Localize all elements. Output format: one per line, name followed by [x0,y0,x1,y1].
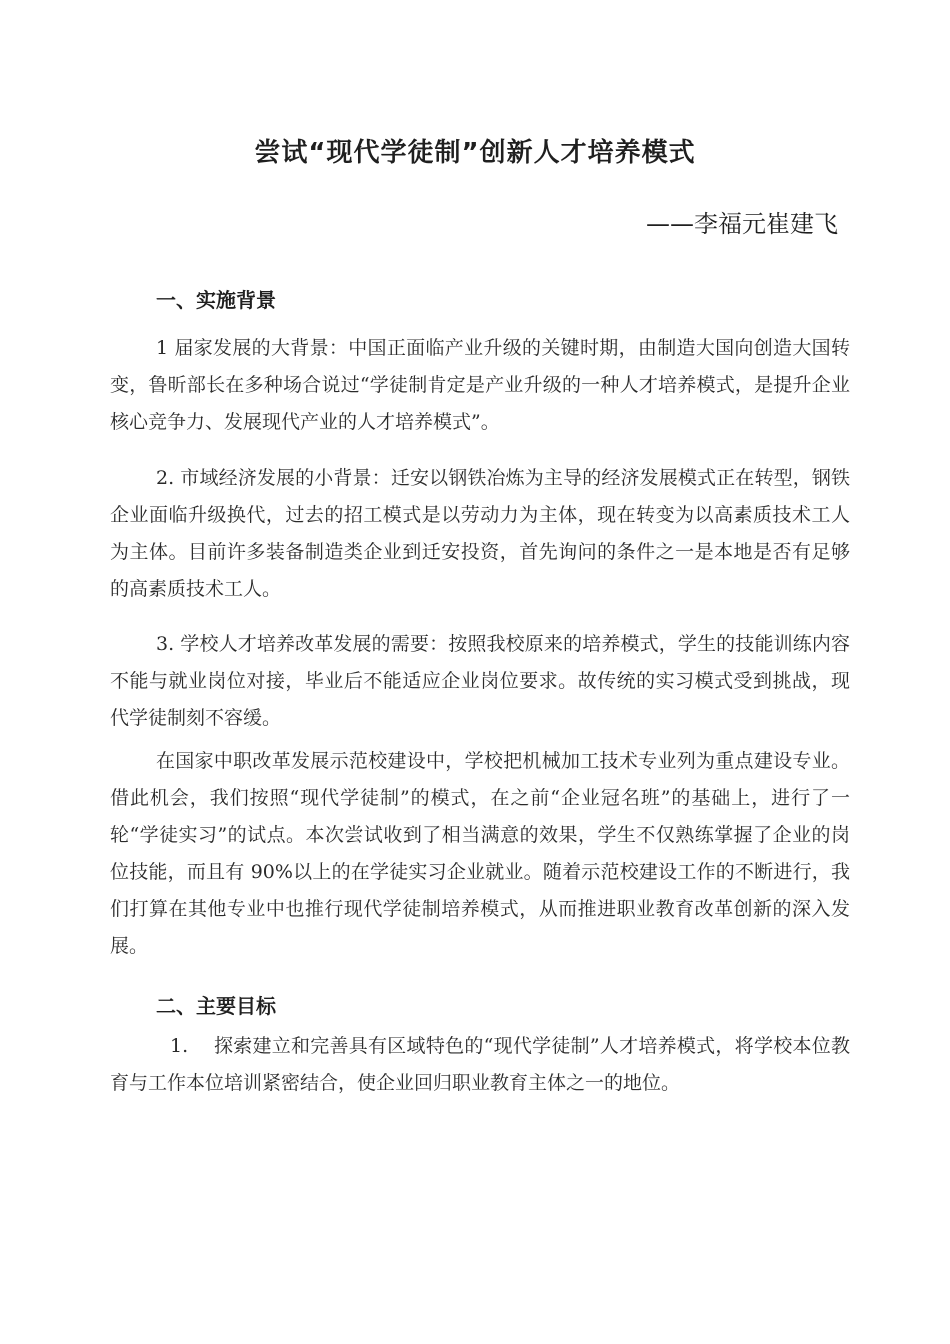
section-heading: 二、主要目标 [156,994,276,1018]
paragraph: 1. 探索建立和完善具有区域特色的“现代学徒制”人才培养模式，将学校本位教育与工作本位培训紧密结合，使企业回归职业教育主体之一的地位。 [110,1035,850,1094]
paragraph: 1 届家发展的大背景：中国正面临产业升级的关键时期，由制造大国向创造大国转变，鲁昕部长在多种场合说过“学徒制肯定是产业升级的一种人才培养模式，是提升企业核心竞争力、发展现代产业的人才培养模式”。 [110,337,850,433]
section-heading: 一、实施背景 [156,288,276,312]
document-author: ——李福元崔建飞 [646,210,838,238]
document-title: 尝试“现代学徒制”创新人才培养模式 [254,138,696,168]
paragraph: 3. 学校人才培养改革发展的需要：按照我校原来的培养模式，学生的技能训练内容不能与就业岗位对接，毕业后不能适应企业岗位要求。故传统的实习模式受到挑战，现代学徒制刻不容缓。 [110,633,850,729]
paragraph: 在国家中职改革发展示范校建设中，学校把机械加工技术专业列为重点建设专业。借此机会，我们按照“现代学徒制”的模式，在之前“企业冠名班”的基础上，进行了一轮“学徒实习”的试点。本次尝试收到了相当满意的效果，学生不仅熟练掌握了企业的岗位技能，而且有 90%以上的在学徒实习企业就业。随着示范校建设工作的不断进行，我们打算在其他专业中也推行现代学徒制培养模式，从而推进职业教育改革创新的深入发展。 [110,750,850,957]
paragraph: 2. 市域经济发展的小背景：迁安以钢铁冶炼为主导的经济发展模式正在转型，钢铁企业面临升级换代，过去的招工模式是以劳动力为主体，现在转变为以高素质技术工人为主体。目前许多装备制造类企业到迁安投资，首先询问的条件之一是本地是否有足够的高素质技术工人。 [110,467,850,600]
